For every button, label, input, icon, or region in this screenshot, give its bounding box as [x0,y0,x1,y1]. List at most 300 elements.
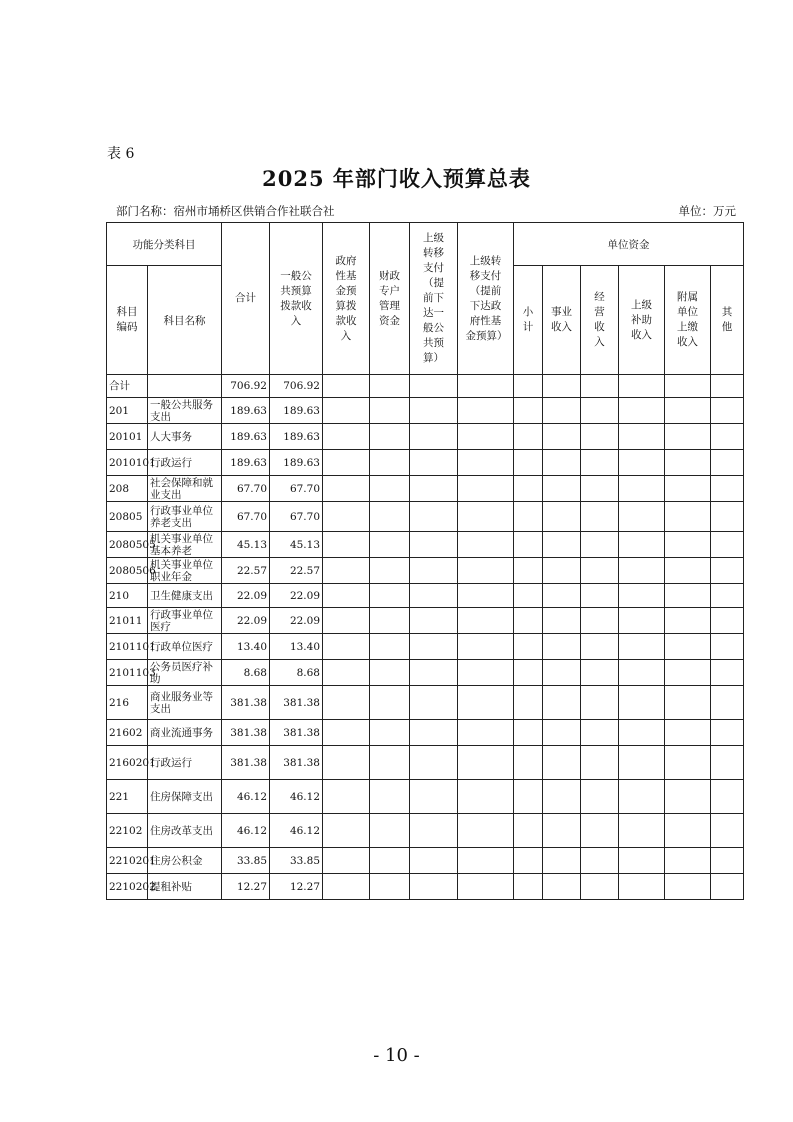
empty-cell [711,502,744,532]
empty-cell [665,686,711,720]
empty-cell [458,660,514,686]
empty-cell [370,720,410,746]
code-cell: 210 [107,584,148,608]
code-cell: 2080506 [107,558,148,584]
general-budget-cell: 22.09 [270,584,323,608]
empty-cell [458,746,514,780]
general-budget-cell: 189.63 [270,424,323,450]
operating-income-header: 经营收入 [581,266,619,375]
empty-cell [665,532,711,558]
empty-cell [581,608,619,634]
empty-cell [458,780,514,814]
empty-cell [619,476,665,502]
empty-cell [514,660,543,686]
empty-cell [323,634,370,660]
name-cell: 住房改革支出 [148,814,222,848]
empty-cell [543,558,581,584]
empty-cell [543,608,581,634]
empty-cell [665,848,711,874]
empty-cell [458,502,514,532]
empty-cell [323,584,370,608]
total-cell: 381.38 [222,746,270,780]
empty-cell [543,398,581,424]
name-cell: 住房公积金 [148,848,222,874]
gov-fund-header: 政府性基金预算拨款收入 [323,223,370,375]
empty-cell [370,584,410,608]
empty-cell [581,584,619,608]
empty-cell [410,720,458,746]
table-row [107,746,744,780]
table-row [107,780,744,814]
empty-cell [514,608,543,634]
empty-cell [514,476,543,502]
empty-cell [711,558,744,584]
empty-cell [410,686,458,720]
table-row [107,720,744,746]
total-cell: 12.27 [222,874,270,900]
code-cell: 2160201 [107,746,148,780]
empty-cell [323,814,370,848]
empty-cell [581,558,619,584]
table-body [107,375,744,900]
total-cell: 22.09 [222,584,270,608]
empty-cell [514,848,543,874]
empty-cell [543,634,581,660]
empty-cell [581,686,619,720]
empty-cell [370,746,410,780]
name-cell: 提租补贴 [148,874,222,900]
empty-cell [581,502,619,532]
name-cell: 卫生健康支出 [148,584,222,608]
general-budget-cell: 706.92 [270,375,323,398]
empty-cell [323,532,370,558]
name-cell: 商业流通事务 [148,720,222,746]
code-cell: 20101 [107,424,148,450]
empty-cell [619,584,665,608]
empty-cell [514,686,543,720]
business-income-header: 事业收入 [543,266,581,375]
empty-cell [711,398,744,424]
empty-cell [514,746,543,780]
table-row [107,558,744,584]
empty-cell [665,558,711,584]
empty-cell [711,450,744,476]
empty-cell [514,375,543,398]
empty-cell [543,686,581,720]
empty-cell [665,450,711,476]
name-cell: 行政事业单位养老支出 [148,502,222,532]
empty-cell [458,532,514,558]
empty-cell [711,608,744,634]
empty-cell [665,720,711,746]
general-budget-cell: 46.12 [270,780,323,814]
department-name: 部门名称：宿州市埇桥区供销合作社联合社 [116,204,335,218]
empty-cell [370,608,410,634]
name-cell: 机关事业单位基本养老 [148,532,222,558]
total-cell: 33.85 [222,848,270,874]
table-row [107,686,744,720]
empty-cell [323,502,370,532]
table-row [107,660,744,686]
empty-cell [619,720,665,746]
empty-cell [410,780,458,814]
empty-cell [581,532,619,558]
empty-cell [619,874,665,900]
general-budget-header: 一般公共预算拨款收入 [270,223,323,375]
total-cell: 8.68 [222,660,270,686]
name-cell: 行政事业单位医疗 [148,608,222,634]
empty-cell [581,398,619,424]
empty-cell [323,746,370,780]
general-budget-cell: 67.70 [270,502,323,532]
empty-cell [323,780,370,814]
empty-cell [410,584,458,608]
empty-cell [370,780,410,814]
code-cell: 201 [107,398,148,424]
table-row [107,814,744,848]
table-row [107,874,744,900]
empty-cell [514,450,543,476]
total-cell: 45.13 [222,532,270,558]
total-cell: 67.70 [222,502,270,532]
empty-cell [711,720,744,746]
general-budget-cell: 67.70 [270,476,323,502]
empty-cell [711,424,744,450]
empty-cell [410,660,458,686]
total-cell: 46.12 [222,814,270,848]
empty-cell [619,558,665,584]
empty-cell [543,720,581,746]
empty-cell [514,720,543,746]
table-row [107,502,744,532]
empty-cell [665,814,711,848]
empty-cell [514,502,543,532]
empty-cell [665,660,711,686]
empty-cell [665,634,711,660]
empty-cell [410,558,458,584]
empty-cell [619,398,665,424]
affiliated-income-header: 附属单位上缴收入 [665,266,711,375]
total-cell: 22.09 [222,608,270,634]
empty-cell [370,558,410,584]
empty-cell [458,814,514,848]
revenue-budget-table [106,222,744,900]
empty-cell [581,814,619,848]
general-budget-cell: 45.13 [270,532,323,558]
empty-cell [543,584,581,608]
table-label: 表 6 [107,146,135,162]
empty-cell [619,608,665,634]
empty-cell [323,424,370,450]
func-category-header: 功能分类科目 [107,223,222,266]
unit-label: 单位：万元 [678,204,736,218]
empty-cell [543,532,581,558]
general-budget-cell: 12.27 [270,874,323,900]
empty-cell [370,375,410,398]
general-budget-cell: 33.85 [270,848,323,874]
table-row [107,532,744,558]
table-row [107,450,744,476]
empty-cell [581,660,619,686]
general-budget-cell: 381.38 [270,746,323,780]
page-title: 2025 年部门收入预算总表 [262,166,531,191]
empty-cell [458,608,514,634]
empty-cell [581,634,619,660]
code-cell: 2210202 [107,874,148,900]
empty-cell [543,814,581,848]
empty-cell [323,375,370,398]
empty-cell [581,476,619,502]
code-cell: 2010101 [107,450,148,476]
empty-cell [370,476,410,502]
empty-cell [543,424,581,450]
empty-cell [370,424,410,450]
table-row [107,848,744,874]
empty-cell [619,686,665,720]
empty-cell [619,532,665,558]
empty-cell [581,720,619,746]
table-row [107,584,744,608]
name-cell: 人大事务 [148,424,222,450]
empty-cell [711,476,744,502]
code-cell: 22102 [107,814,148,848]
empty-cell [323,476,370,502]
code-cell: 合计 [107,375,148,398]
empty-cell [514,558,543,584]
empty-cell [619,780,665,814]
code-cell: 21602 [107,720,148,746]
empty-cell [410,532,458,558]
total-cell: 13.40 [222,634,270,660]
table-row [107,634,744,660]
empty-cell [665,874,711,900]
empty-cell [323,608,370,634]
total-cell: 46.12 [222,780,270,814]
total-cell: 381.38 [222,720,270,746]
code-cell: 221 [107,780,148,814]
empty-cell [323,848,370,874]
empty-cell [665,398,711,424]
empty-cell [665,375,711,398]
total-cell: 22.57 [222,558,270,584]
empty-cell [410,476,458,502]
general-budget-cell: 381.38 [270,686,323,720]
empty-cell [665,476,711,502]
empty-cell [370,398,410,424]
empty-cell [370,450,410,476]
empty-cell [370,502,410,532]
subtotal-header: 小计 [514,266,543,375]
empty-cell [458,848,514,874]
other-header: 其他 [711,266,744,375]
general-budget-cell: 22.09 [270,608,323,634]
empty-cell [458,424,514,450]
transfer-general-header: 上级转移支付（提前下达一般公共预算） [410,223,458,375]
superior-subsidy-header: 上级补助收入 [619,266,665,375]
empty-cell [581,780,619,814]
code-header: 科目编码 [107,266,148,375]
empty-cell [619,814,665,848]
general-budget-cell: 189.63 [270,398,323,424]
empty-cell [711,532,744,558]
empty-cell [410,874,458,900]
empty-cell [458,375,514,398]
empty-cell [514,634,543,660]
empty-cell [543,476,581,502]
empty-cell [581,424,619,450]
code-cell: 2080505 [107,532,148,558]
name-cell: 一般公共服务支出 [148,398,222,424]
empty-cell [458,476,514,502]
code-cell: 2210201 [107,848,148,874]
name-header: 科目名称 [148,266,222,375]
empty-cell [665,584,711,608]
empty-cell [370,814,410,848]
empty-cell [323,874,370,900]
empty-cell [711,375,744,398]
empty-cell [711,584,744,608]
empty-cell [370,634,410,660]
general-budget-cell: 22.57 [270,558,323,584]
empty-cell [619,375,665,398]
general-budget-cell: 381.38 [270,720,323,746]
code-cell: 2101101 [107,634,148,660]
name-cell: 商业服务业等支出 [148,686,222,720]
name-cell: 住房保障支出 [148,780,222,814]
total-cell: 189.63 [222,398,270,424]
empty-cell [711,634,744,660]
empty-cell [619,634,665,660]
empty-cell [458,874,514,900]
empty-cell [543,660,581,686]
total-cell: 189.63 [222,424,270,450]
total-cell: 381.38 [222,686,270,720]
empty-cell [323,558,370,584]
empty-cell [410,814,458,848]
empty-cell [665,424,711,450]
empty-cell [581,375,619,398]
empty-cell [410,450,458,476]
empty-cell [458,686,514,720]
code-cell: 20805 [107,502,148,532]
empty-cell [619,746,665,780]
empty-cell [370,660,410,686]
empty-cell [711,686,744,720]
empty-cell [619,848,665,874]
empty-cell [410,375,458,398]
empty-cell [370,874,410,900]
name-cell: 行政运行 [148,450,222,476]
unit-funds-header: 单位资金 [514,223,744,266]
code-cell: 21011 [107,608,148,634]
empty-cell [514,780,543,814]
empty-cell [711,848,744,874]
empty-cell [665,780,711,814]
empty-cell [370,848,410,874]
empty-cell [410,424,458,450]
empty-cell [543,874,581,900]
empty-cell [514,814,543,848]
empty-cell [543,746,581,780]
table-row [107,398,744,424]
transfer-gov-fund-header: 上级转移支付（提前下达政府性基金预算） [458,223,514,375]
empty-cell [665,746,711,780]
table-row [107,375,744,398]
empty-cell [514,532,543,558]
empty-cell [619,450,665,476]
empty-cell [514,398,543,424]
empty-cell [514,424,543,450]
general-budget-cell: 46.12 [270,814,323,848]
table-row [107,476,744,502]
code-cell: 216 [107,686,148,720]
empty-cell [711,814,744,848]
name-cell: 公务员医疗补助 [148,660,222,686]
empty-cell [514,584,543,608]
total-cell: 189.63 [222,450,270,476]
empty-cell [458,634,514,660]
empty-cell [619,502,665,532]
special-fund-header: 财政专户管理资金 [370,223,410,375]
total-cell: 706.92 [222,375,270,398]
general-budget-cell: 13.40 [270,634,323,660]
general-budget-cell: 189.63 [270,450,323,476]
empty-cell [665,502,711,532]
empty-cell [711,660,744,686]
code-cell: 208 [107,476,148,502]
name-cell [148,375,222,398]
empty-cell [458,558,514,584]
empty-cell [581,746,619,780]
empty-cell [711,780,744,814]
empty-cell [370,532,410,558]
code-cell: 2101103 [107,660,148,686]
name-cell: 行政运行 [148,746,222,780]
general-budget-cell: 8.68 [270,660,323,686]
empty-cell [323,660,370,686]
empty-cell [323,398,370,424]
empty-cell [323,450,370,476]
empty-cell [410,398,458,424]
empty-cell [711,874,744,900]
empty-cell [543,502,581,532]
empty-cell [543,375,581,398]
page-number: - 10 - [373,1045,420,1066]
empty-cell [543,848,581,874]
empty-cell [581,450,619,476]
empty-cell [619,660,665,686]
empty-cell [458,450,514,476]
empty-cell [458,584,514,608]
empty-cell [458,398,514,424]
name-cell: 行政单位医疗 [148,634,222,660]
total-cell: 67.70 [222,476,270,502]
empty-cell [581,874,619,900]
empty-cell [410,746,458,780]
empty-cell [410,608,458,634]
empty-cell [323,720,370,746]
empty-cell [458,720,514,746]
empty-cell [410,502,458,532]
empty-cell [581,848,619,874]
empty-cell [543,780,581,814]
empty-cell [543,450,581,476]
empty-cell [514,874,543,900]
table-row [107,424,744,450]
empty-cell [410,634,458,660]
empty-cell [370,686,410,720]
name-cell: 机关事业单位职业年金 [148,558,222,584]
